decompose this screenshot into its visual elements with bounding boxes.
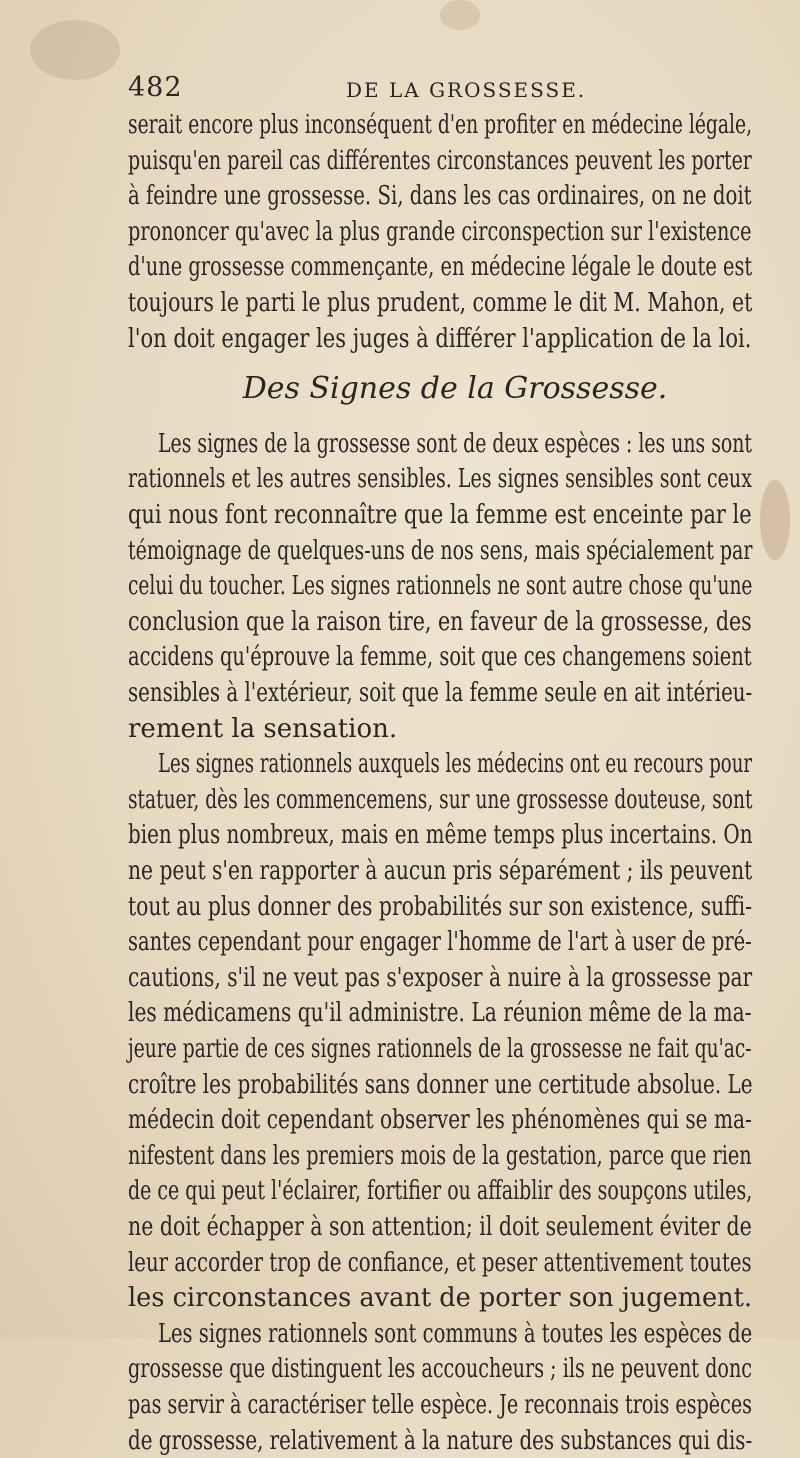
text-line: ne peut s'en rapporter à aucun pris séparément ; ils peuvent [128, 856, 753, 886]
text-line: les médicamens qu'il administre. La réunion même de la ma- [128, 998, 752, 1029]
text-line: jeure partie de ces signes rationnels de la grossesse ne fait qu'ac- [128, 1034, 752, 1064]
text-line: serait encore plus inconséquent d'en profiter en médecine légale, [128, 110, 753, 140]
text-line: puisqu'en pareil cas différentes circonstances peuvent les porter [128, 145, 752, 176]
text-line: les circonstances avant de porter son jugement. [128, 1283, 753, 1314]
paper-stain [30, 20, 120, 80]
text-line: conclusion que la raison tire, en faveur de la grossesse, des [128, 606, 752, 637]
text-line: de ce qui peut l'éclairer, fortifier ou affaiblir des soupçons utiles, [128, 1176, 753, 1207]
text-line: Les signes de la grossesse sont de deux espèces : les uns sont [158, 428, 753, 459]
text-line: celui du toucher. Les signes rationnels ne sont autre chose qu'une [128, 571, 753, 602]
text-line: leur accorder trop de confiance, et peser attentivement toutes [128, 1247, 752, 1278]
text-line: statuer, dès les commencemens, sur une grossesse douteuse, sont [128, 784, 753, 815]
paper-stain [760, 480, 790, 560]
section-heading: Des Signes de la Grossesse. [242, 371, 668, 407]
text-line: rement la sensation. [128, 713, 398, 744]
text-line: accidens qu'éprouve la femme, soit que ces changemens soient [128, 642, 752, 673]
running-head: DE LA GROSSESSE. [346, 78, 587, 102]
text-line: qui nous font reconnaître que la femme est enceinte par le [128, 500, 752, 530]
text-line: Les signes rationnels auxquels les médecins ont eu recours pour [158, 749, 753, 780]
text-line: croître les probabilités sans donner une certitude absolue. Le [128, 1069, 753, 1100]
text-line: de grossesse, relativement à la nature des substances qui dis- [128, 1425, 753, 1456]
text-line: témoignage de quelques-uns de nos sens, mais spécialement par [128, 535, 753, 566]
text-line: Les signes rationnels sont communs à toutes les espèces de [158, 1318, 753, 1349]
text-line: ne doit échapper à son attention; il doit seulement éviter de [128, 1212, 752, 1242]
text-line: l'on doit engager les juges à différer l'application de la loi. [128, 323, 752, 354]
text-line: sensibles à l'extérieur, soit que la femme seule en ait intérieu- [128, 678, 753, 708]
text-line: tout au plus donner des probabilités sur son existence, suffi- [128, 891, 753, 922]
paper-stain [440, 0, 480, 30]
text-line: grossesse que distinguent les accoucheurs ; ils ne peuvent donc [128, 1354, 753, 1385]
text-line: bien plus nombreux, mais en même temps plus incertains. On [128, 820, 753, 851]
text-line: cautions, s'il ne veut pas s'exposer à nuire à la grossesse par [128, 962, 753, 993]
text-line: toujours le parti le plus prudent, comme le dit M. Mahon, et [128, 288, 753, 318]
text-line: nifestent dans les premiers mois de la gestation, parce que rien [128, 1140, 752, 1171]
text-line: d'une grossesse commençante, en médecine légale le doute est [128, 252, 753, 283]
text-line: santes cependant pour engager l'homme de l'art à user de pré- [128, 927, 752, 958]
page-number: 482 [128, 72, 183, 103]
text-line: médecin doit cependant observer les phénomènes qui se ma- [128, 1105, 752, 1136]
text-line: à feindre une grossesse. Si, dans les cas ordinaires, on ne doit [128, 181, 752, 212]
text-line: pas servir à caractériser telle espèce. Je reconnais trois espèces [128, 1390, 752, 1420]
text-line: prononcer qu'avec la plus grande circonspection sur l'existence [128, 216, 752, 247]
text-line: rationnels et les autres sensibles. Les signes sensibles sont ceux [128, 464, 752, 495]
